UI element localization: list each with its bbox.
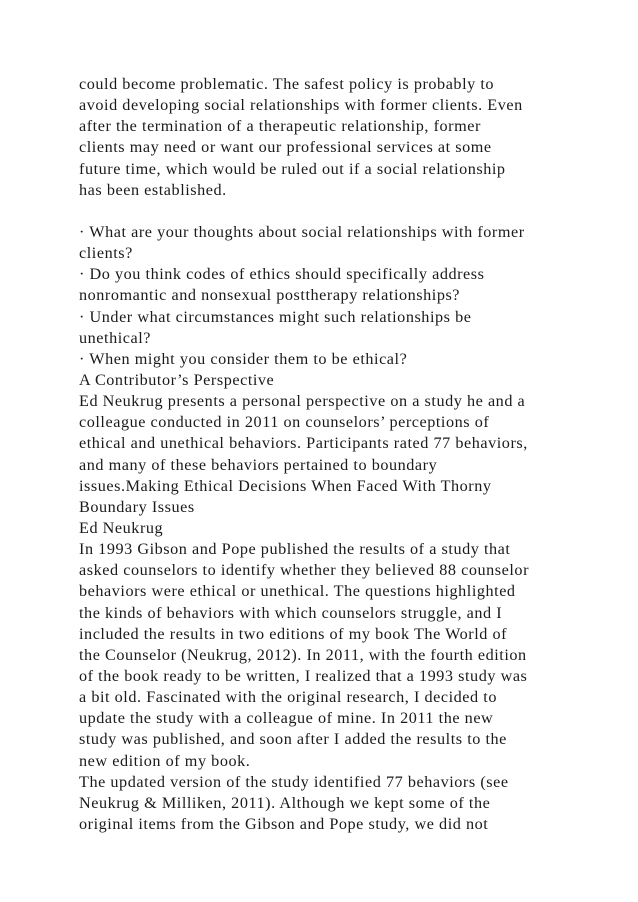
intro-paragraph bbox=[79, 391, 619, 518]
paragraph-updated-study bbox=[79, 772, 619, 835]
text-line: update the study with a colleague of mine. In 2011 the new bbox=[79, 709, 494, 728]
text-line: avoid developing social relationships with former clients. Even bbox=[79, 96, 523, 115]
text-line: new edition of my book. bbox=[79, 751, 251, 770]
paragraph-gap bbox=[79, 201, 619, 222]
text-line: and many of these behaviors pertained to boundary bbox=[79, 455, 438, 474]
text-line: future time, which would be ruled out if a social relationship bbox=[79, 159, 506, 178]
question-item-continued: unethical? bbox=[79, 328, 152, 347]
text-line: the Counselor (Neukrug, 2012). In 2011, with the fourth edition bbox=[79, 645, 527, 664]
document-page bbox=[79, 74, 619, 835]
text-line: after the termination of a therapeutic relationship, former bbox=[79, 117, 481, 136]
question-item: · What are your thoughts about social relationships with former bbox=[79, 222, 525, 241]
text-line: a bit old. Fascinated with the original research, I decided to bbox=[79, 688, 497, 707]
question-item-continued: nonromantic and nonsexual posttherapy relationships? bbox=[79, 286, 461, 305]
paragraph-study-history bbox=[79, 539, 619, 772]
paragraph-termination bbox=[79, 74, 619, 201]
question-item: · Do you think codes of ethics should specifically address bbox=[79, 265, 485, 284]
text-line: has been established. bbox=[79, 180, 227, 199]
text-line: In 1993 Gibson and Pope published the results of a study that bbox=[79, 540, 511, 559]
text-line: the kinds of behaviors with which counselors struggle, and I bbox=[79, 603, 503, 622]
text-line: clients may need or want our professional services at some bbox=[79, 138, 492, 157]
text-line: of the book ready to be written, I realized that a 1993 study was bbox=[79, 666, 528, 685]
question-item: · Under what circumstances might such relationships be bbox=[79, 307, 472, 326]
question-list bbox=[79, 222, 619, 370]
text-line: Neukrug & Milliken, 2011). Although we kept some of the bbox=[79, 793, 491, 812]
text-line: original items from the Gibson and Pope study, we did not bbox=[79, 814, 489, 833]
text-line: The updated version of the study identified 77 behaviors (see bbox=[79, 772, 509, 791]
text-line: ethical and unethical behaviors. Participants rated 77 behaviors, bbox=[79, 434, 528, 453]
text-line: asked counselors to identify whether they believed 88 counselor bbox=[79, 561, 530, 580]
text-line: colleague conducted in 2011 on counselors’ perceptions of bbox=[79, 413, 490, 432]
text-line: issues.Making Ethical Decisions When Faced With Thorny bbox=[79, 476, 492, 495]
question-item-continued: clients? bbox=[79, 244, 133, 263]
question-item: · When might you consider them to be ethical? bbox=[79, 349, 408, 368]
text-line: Boundary Issues bbox=[79, 497, 195, 516]
text-line: could become problematic. The safest policy is probably to bbox=[79, 75, 495, 93]
text-line: Ed Neukrug presents a personal perspective on a study he and a bbox=[79, 392, 526, 411]
author-name: Ed Neukrug bbox=[79, 518, 164, 537]
text-line: behaviors were ethical or unethical. The questions highlighted bbox=[79, 582, 516, 601]
section-heading: A Contributor’s Perspective bbox=[79, 370, 275, 389]
text-line: study was published, and soon after I added the results to the bbox=[79, 730, 507, 749]
text-line: included the results in two editions of my book The World of bbox=[79, 624, 508, 643]
